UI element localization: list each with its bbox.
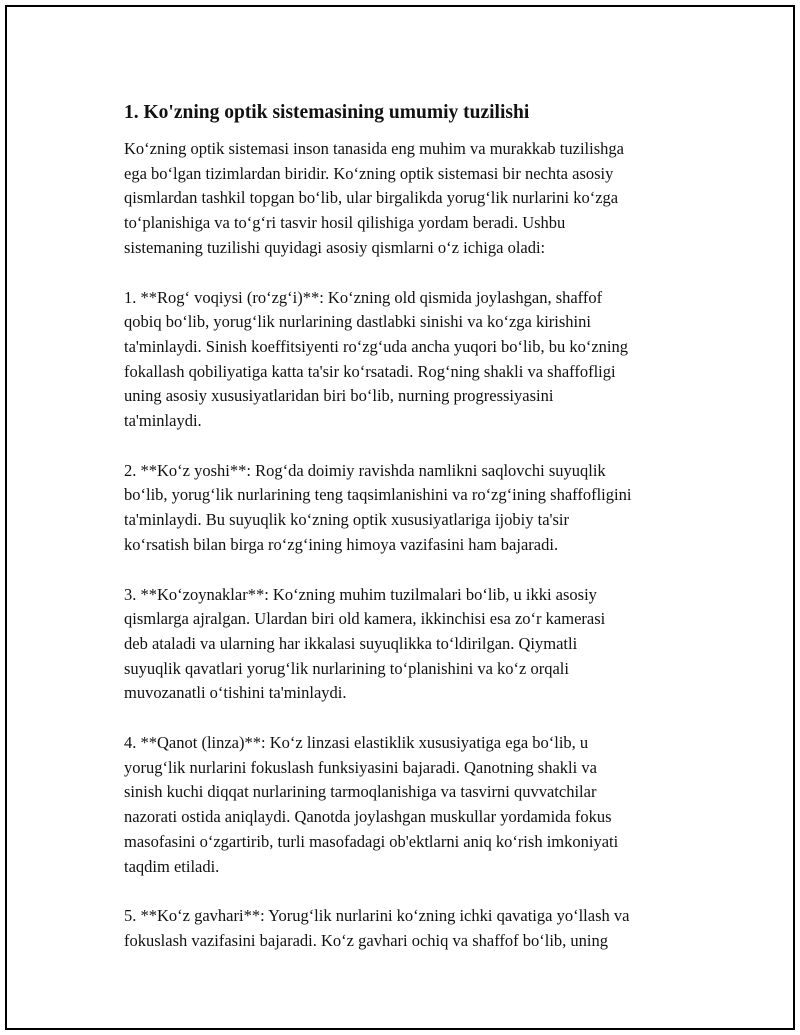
document-title: 1. Ko'zning optik sistemasining umumiy tuzilishi [124, 102, 530, 123]
text-line: uning asosiy xususiyatlaridan biri bo‘lib, nurning progressiyasini [124, 386, 554, 406]
text-line: ta'minlaydi. Sinish koeffitsiyenti ro‘zg‘uda ancha yuqori bo‘lib, bu ko‘zning [124, 336, 628, 356]
text-line: bo‘lib, yorug‘lik nurlarining teng taqsimlanishini va ro‘zg‘ining shaffofligini [124, 485, 632, 505]
list-item-lens [124, 731, 708, 879]
text-line: taqdim etiladi. [124, 856, 220, 876]
text-line: masofasini o‘zgartirib, turli masofadagi ob'ektlarni aniq ko‘rish imkoniyati [124, 831, 619, 851]
text-line: nazorati ostida aniqlaydi. Qanotda joylashgan muskullar yordamida fokus [124, 807, 612, 827]
text-line: 4. **Qanot (linza)**: Ko‘z linzasi elastiklik xususiyatiga ega bo‘lib, u [124, 733, 589, 753]
list-item-cornea [124, 286, 708, 434]
text-line: qismlardan tashkil topgan bo‘lib, ular birgalikda yorug‘lik nurlarini ko‘zga [124, 188, 619, 208]
text-line: ta'minlaydi. Bu suyuqlik ko‘zning optik xususiyatlariga ijobiy ta'sir [124, 510, 569, 530]
text-line: qobiq bo‘lib, yorug‘lik nurlarining dastlabki sinishi va ko‘zga kirishini [124, 312, 591, 332]
page-frame [5, 5, 795, 1030]
text-line: ta'minlaydi. [124, 411, 202, 431]
text-line: 3. **Ko‘zoynaklar**: Ko‘zning muhim tuzilmalari bo‘lib, u ikki asosiy [124, 584, 597, 604]
text-line: yorug‘lik nurlarini fokuslash funksiyasini bajaradi. Qanotning shakli va [124, 757, 597, 777]
document-body [118, 100, 708, 979]
text-line: sinish kuchi diqqat nurlarining tarmoqlanishiga va tasvirni quvvatchilar [124, 782, 597, 802]
text-line: deb ataladi va ularning har ikkalasi suyuqlikka to‘ldirilgan. Qiymatli [124, 633, 578, 653]
list-item-pupil [124, 904, 708, 953]
text-line: to‘planishiga va to‘g‘ri tasvir hosil qilishiga yordam beradi. Ushbu [124, 213, 566, 233]
text-line: 5. **Ko‘z gavhari**: Yorug‘lik nurlarini ko‘zning ichki qavatiga yo‘llash va [124, 906, 630, 926]
text-line: fokallash qobiliyatiga katta ta'sir ko‘rsatadi. Rog‘ning shakli va shaffofligi [124, 361, 616, 381]
text-line: ko‘rsatish bilan birga ro‘zg‘ining himoya vazifasini ham bajaradi. [124, 534, 559, 554]
text-line: fokuslash vazifasini bajaradi. Ko‘z gavhari ochiq va shaffof bo‘lib, uning [124, 930, 609, 950]
text-line: 2. **Ko‘z yoshi**: Rog‘da doimiy ravishda namlikni saqlovchi suyuqlik [124, 460, 606, 480]
text-line: ega bo‘lgan tizimlardan biridir. Ko‘zning optik sistemasi bir nechta asosiy [124, 163, 614, 183]
text-line: 1. **Rog‘ voqiysi (ro‘zg‘i)**: Ko‘zning old qismida joylashgan, shaffof [124, 287, 603, 307]
text-line: qismlarga ajralgan. Ulardan biri old kamera, ikkinchisi esa zo‘r kamerasi [124, 609, 606, 629]
list-item-tears [124, 459, 708, 558]
list-item-chambers [124, 583, 708, 707]
text-line: Ko‘zning optik sistemasi inson tanasida eng muhim va murakkab tuzilishga [124, 139, 624, 158]
text-line: suyuqlik qavatlari yorug‘lik nurlarining to‘planishini va ko‘z orqali [124, 658, 569, 678]
intro-paragraph [124, 137, 708, 261]
text-line: muvozanatli o‘tishini ta'minlaydi. [124, 683, 347, 703]
text-line: sistemaning tuzilishi quyidagi asosiy qismlarni o‘z ichiga oladi: [124, 237, 546, 257]
